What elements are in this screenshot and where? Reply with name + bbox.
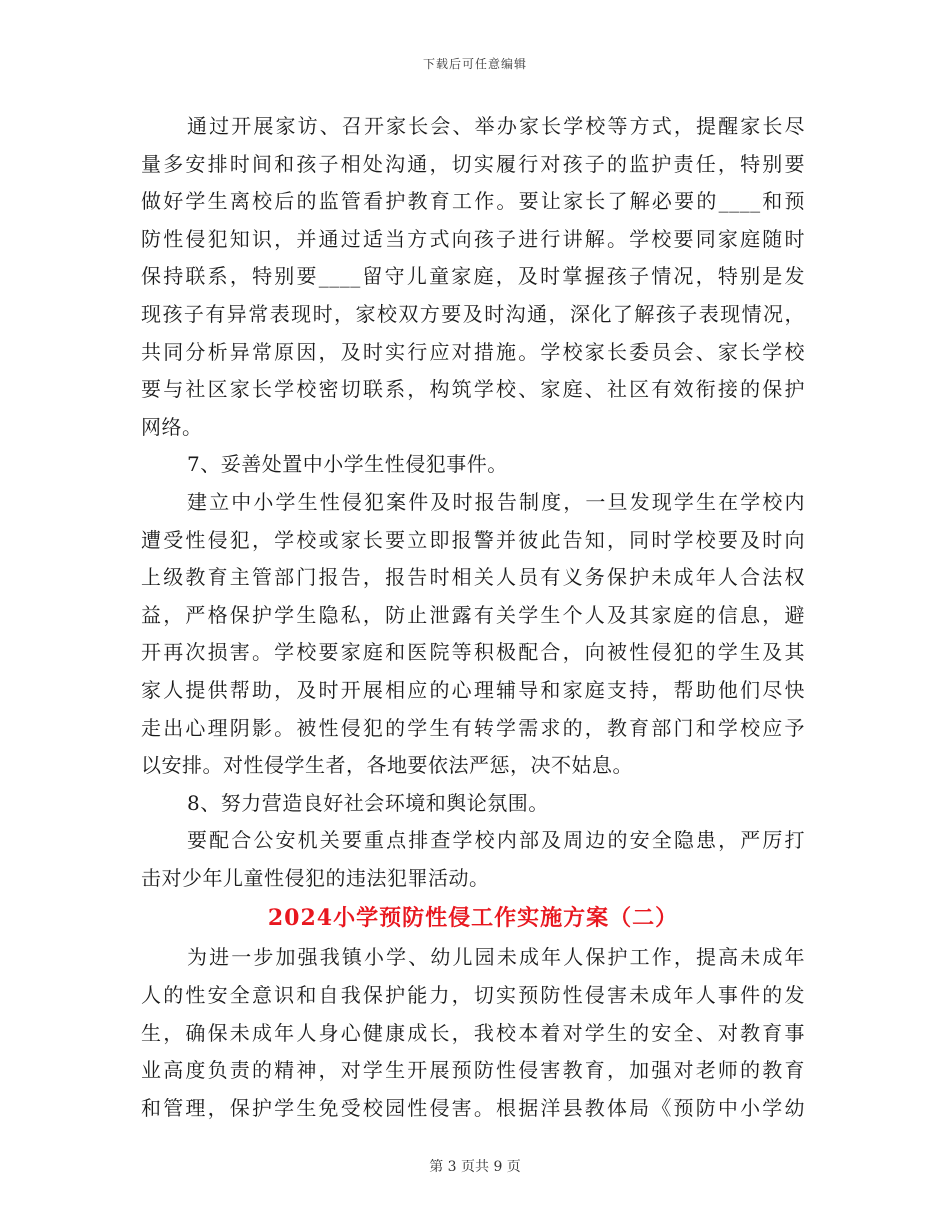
text-line: 开再次损害。学校要家庭和医院等积极配合，向被性侵犯的学生及其 — [141, 640, 805, 665]
text-line: 8、努力营造良好社会环境和舆论氛围。 — [187, 790, 549, 815]
text-line: 通过开展家访、召开家长会、举办家长学校等方式，提醒家长尽 — [187, 114, 805, 138]
text-line: 业高度负责的精神，对学生开展预防性侵害教育，加强对老师的教育 — [141, 1058, 805, 1083]
section-title: 2024小学预防性侵工作实施方案（二） — [267, 905, 679, 932]
document-body — [141, 108, 805, 1127]
text-line: 人的性安全意识和自我保护能力，切实预防性侵害未成年人事件的发 — [141, 983, 805, 1008]
text-line: 生，确保未成年人身心健康成长，我校本着对学生的安全、对教育事 — [141, 1020, 805, 1045]
text-line: 7、妥善处置中小学生性侵犯事件。 — [187, 452, 508, 477]
text-line: 网络。 — [141, 414, 203, 439]
text-line: 现孩子有异常表现时，家校双方要及时沟通，深化了解孩子表现情况， — [141, 301, 805, 326]
text-line: 走出心理阴影。被性侵犯的学生有转学需求的，教育部门和学校应予 — [141, 715, 805, 740]
list-item-heading-8 — [141, 785, 805, 823]
paragraph-reporting-system — [141, 484, 805, 785]
list-item-heading-7 — [141, 446, 805, 484]
text-line: 要配合公安机关要重点排查学校内部及周边的安全隐患，严厉打 — [187, 828, 805, 853]
text-line: 建立中小学生性侵犯案件及时报告制度，一旦发现学生在学校内 — [187, 489, 805, 514]
text-line: 遭受性侵犯，学校或家长要立即报警并彼此告知，同时学校要及时向 — [141, 527, 805, 552]
paragraph-intro — [141, 939, 805, 1127]
text-line: 量多安排时间和孩子相处沟通，切实履行对孩子的监护责任，特别要 — [141, 151, 805, 176]
text-line: 为进一步加强我镇小学、幼儿园未成年人保护工作，提高未成年 — [187, 945, 805, 970]
text-line: 家人提供帮助，及时开展相应的心理辅导和家庭支持，帮助他们尽快 — [141, 677, 805, 702]
text-line: 益，严格保护学生隐私，防止泄露有关学生个人及其家庭的信息，避 — [141, 602, 805, 627]
page-header: 下载后可任意编辑 — [422, 57, 527, 71]
text-line: 和管理，保护学生免受校园性侵害。根据洋县教体局《预防中小学幼 — [141, 1095, 805, 1120]
text-line: 击对少年儿童性侵犯的违法犯罪活动。 — [141, 865, 490, 890]
text-line: 以安排。对性侵学生者，各地要依法严惩，决不姑息。 — [141, 753, 633, 778]
page-number: 第 3 页共 9 页 — [429, 1159, 521, 1175]
text-line: 保持联系，特别要____留守儿童家庭，及时掌握孩子情况，特别是发 — [141, 264, 805, 289]
text-line: 上级教育主管部门报告，报告时相关人员有义务保护未成年人合法权 — [141, 565, 805, 590]
text-line: 防性侵犯知识，并通过适当方式向孩子进行讲解。学校要同家庭随时 — [141, 226, 805, 251]
text-line: 要与社区家长学校密切联系，构筑学校、家庭、社区有效衔接的保护 — [141, 377, 805, 402]
text-line: 共同分析异常原因，及时实行应对措施。学校家长委员会、家长学校 — [141, 339, 805, 364]
paragraph-public-security — [141, 822, 805, 897]
text-line: 做好学生离校后的监管看护教育工作。要让家长了解必要的____和预 — [141, 189, 805, 214]
paragraph-family-school — [141, 108, 805, 446]
